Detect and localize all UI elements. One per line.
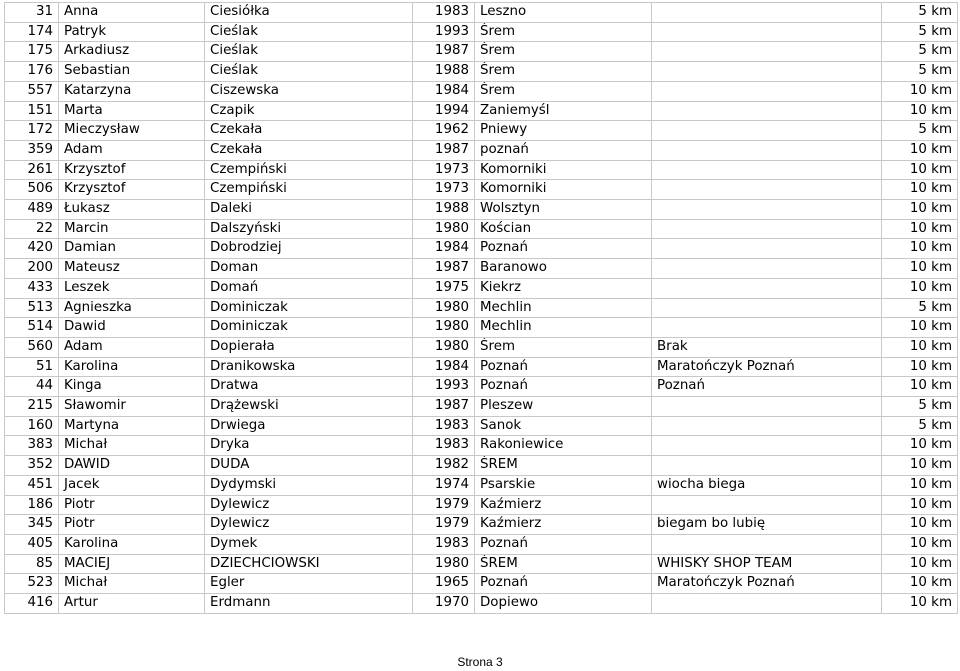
club-cell: Brak [652,337,882,357]
start-number-cell: 345 [5,515,59,535]
distance-cell: 10 km [882,515,958,535]
start-number-cell: 405 [5,534,59,554]
last-name-cell: Ciszewska [205,81,413,101]
first-name-cell: Leszek [59,278,205,298]
last-name-cell: Ciesiółka [205,3,413,23]
start-number-cell: 160 [5,416,59,436]
distance-cell: 10 km [882,534,958,554]
start-number-cell: 200 [5,259,59,279]
start-number-cell: 44 [5,377,59,397]
city-cell: poznań [475,140,652,160]
last-name-cell: Dylewicz [205,515,413,535]
city-cell: Kiekrz [475,278,652,298]
last-name-cell: Daleki [205,200,413,220]
start-number-cell: 172 [5,121,59,141]
birth-year-cell: 1979 [413,515,475,535]
distance-cell: 10 km [882,140,958,160]
city-cell: Poznań [475,574,652,594]
first-name-cell: Martyna [59,416,205,436]
distance-cell: 10 km [882,278,958,298]
start-number-cell: 175 [5,42,59,62]
last-name-cell: DUDA [205,456,413,476]
first-name-cell: Michał [59,574,205,594]
table-row [5,259,958,279]
city-cell: Śrem [475,337,652,357]
birth-year-cell: 1993 [413,377,475,397]
distance-cell: 10 km [882,456,958,476]
city-cell: Pniewy [475,121,652,141]
club-cell [652,81,882,101]
table-row [5,534,958,554]
start-number-cell: 85 [5,554,59,574]
start-number-cell: 261 [5,160,59,180]
first-name-cell: Adam [59,140,205,160]
table-row [5,357,958,377]
city-cell: Sanok [475,416,652,436]
distance-cell: 5 km [882,42,958,62]
last-name-cell: Dominiczak [205,318,413,338]
last-name-cell: Czapik [205,101,413,121]
last-name-cell: Czempiński [205,180,413,200]
distance-cell: 10 km [882,475,958,495]
birth-year-cell: 1980 [413,337,475,357]
start-number-cell: 489 [5,200,59,220]
distance-cell: 10 km [882,436,958,456]
table-row [5,101,958,121]
start-number-cell: 186 [5,495,59,515]
distance-cell: 10 km [882,219,958,239]
first-name-cell: Adam [59,337,205,357]
distance-cell: 5 km [882,121,958,141]
distance-cell: 10 km [882,495,958,515]
city-cell: Psarskie [475,475,652,495]
birth-year-cell: 1983 [413,3,475,23]
club-cell: Maratończyk Poznań [652,574,882,594]
last-name-cell: Dylewicz [205,495,413,515]
birth-year-cell: 1993 [413,22,475,42]
first-name-cell: DAWID [59,456,205,476]
last-name-cell: Drążewski [205,397,413,417]
table-row [5,495,958,515]
city-cell: Kaźmierz [475,515,652,535]
club-cell [652,278,882,298]
last-name-cell: Drwiega [205,416,413,436]
start-number-cell: 22 [5,219,59,239]
last-name-cell: Dryka [205,436,413,456]
city-cell: Śrem [475,62,652,82]
club-cell [652,456,882,476]
club-cell [652,219,882,239]
table-row [5,397,958,417]
table-row [5,180,958,200]
first-name-cell: Anna [59,3,205,23]
birth-year-cell: 1984 [413,81,475,101]
birth-year-cell: 1965 [413,574,475,594]
first-name-cell: Sebastian [59,62,205,82]
birth-year-cell: 1980 [413,554,475,574]
first-name-cell: MACIEJ [59,554,205,574]
birth-year-cell: 1979 [413,495,475,515]
distance-cell: 10 km [882,554,958,574]
club-cell [652,160,882,180]
start-number-cell: 513 [5,298,59,318]
first-name-cell: Łukasz [59,200,205,220]
table-row [5,3,958,23]
start-number-cell: 416 [5,594,59,614]
city-cell: Dopiewo [475,594,652,614]
first-name-cell: Karolina [59,534,205,554]
club-cell: Poznań [652,377,882,397]
start-number-cell: 557 [5,81,59,101]
distance-cell: 5 km [882,397,958,417]
distance-cell: 10 km [882,200,958,220]
last-name-cell: Cieślak [205,42,413,62]
distance-cell: 10 km [882,594,958,614]
first-name-cell: Artur [59,594,205,614]
last-name-cell: Domań [205,278,413,298]
club-cell [652,416,882,436]
start-number-cell: 433 [5,278,59,298]
birth-year-cell: 1980 [413,318,475,338]
table-row [5,160,958,180]
distance-cell: 10 km [882,160,958,180]
start-number-cell: 451 [5,475,59,495]
last-name-cell: Dratwa [205,377,413,397]
club-cell: wiocha biega [652,475,882,495]
start-number-cell: 215 [5,397,59,417]
last-name-cell: Dalszyński [205,219,413,239]
birth-year-cell: 1980 [413,219,475,239]
last-name-cell: DZIECHCIOWSKI [205,554,413,574]
table-row [5,377,958,397]
distance-cell: 10 km [882,377,958,397]
distance-cell: 10 km [882,259,958,279]
birth-year-cell: 1984 [413,239,475,259]
distance-cell: 5 km [882,298,958,318]
table-row [5,298,958,318]
city-cell: Śrem [475,42,652,62]
city-cell: Śrem [475,81,652,101]
club-cell [652,318,882,338]
last-name-cell: Dymek [205,534,413,554]
city-cell: Poznań [475,239,652,259]
birth-year-cell: 1982 [413,456,475,476]
distance-cell: 5 km [882,416,958,436]
first-name-cell: Arkadiusz [59,42,205,62]
club-cell [652,594,882,614]
start-number-cell: 31 [5,3,59,23]
birth-year-cell: 1983 [413,416,475,436]
first-name-cell: Jacek [59,475,205,495]
city-cell: Mechlin [475,318,652,338]
start-number-cell: 359 [5,140,59,160]
club-cell [652,495,882,515]
birth-year-cell: 1983 [413,534,475,554]
table-row [5,594,958,614]
club-cell [652,101,882,121]
first-name-cell: Krzysztof [59,180,205,200]
city-cell: Pleszew [475,397,652,417]
start-number-cell: 523 [5,574,59,594]
birth-year-cell: 1970 [413,594,475,614]
distance-cell: 10 km [882,81,958,101]
first-name-cell: Mateusz [59,259,205,279]
table-row [5,436,958,456]
table-row [5,475,958,495]
city-cell: Śrem [475,22,652,42]
last-name-cell: Dranikowska [205,357,413,377]
table-row [5,219,958,239]
start-number-cell: 176 [5,62,59,82]
distance-cell: 5 km [882,62,958,82]
table-row [5,515,958,535]
birth-year-cell: 1984 [413,357,475,377]
start-number-cell: 352 [5,456,59,476]
distance-cell: 10 km [882,239,958,259]
city-cell: Rakoniewice [475,436,652,456]
start-number-cell: 151 [5,101,59,121]
table-row [5,42,958,62]
club-cell [652,140,882,160]
birth-year-cell: 1973 [413,160,475,180]
club-cell [652,259,882,279]
first-name-cell: Marcin [59,219,205,239]
table-row [5,554,958,574]
city-cell: Poznań [475,534,652,554]
table-row [5,337,958,357]
first-name-cell: Damian [59,239,205,259]
start-number-cell: 51 [5,357,59,377]
last-name-cell: Czempiński [205,160,413,180]
last-name-cell: Dominiczak [205,298,413,318]
first-name-cell: Krzysztof [59,160,205,180]
city-cell: ŚREM [475,554,652,574]
last-name-cell: Dobrodziej [205,239,413,259]
birth-year-cell: 1994 [413,101,475,121]
last-name-cell: Czekała [205,140,413,160]
last-name-cell: Czekała [205,121,413,141]
city-cell: ŚREM [475,456,652,476]
city-cell: Mechlin [475,298,652,318]
start-number-cell: 420 [5,239,59,259]
birth-year-cell: 1987 [413,140,475,160]
distance-cell: 10 km [882,101,958,121]
table-body [5,3,958,614]
table-row [5,456,958,476]
club-cell [652,239,882,259]
distance-cell: 10 km [882,574,958,594]
table-row [5,81,958,101]
city-cell: Baranowo [475,259,652,279]
club-cell [652,42,882,62]
distance-cell: 10 km [882,357,958,377]
last-name-cell: Dopierała [205,337,413,357]
page-footer: Strona 3 [457,655,503,669]
birth-year-cell: 1973 [413,180,475,200]
participants-table [4,2,958,614]
distance-cell: 10 km [882,180,958,200]
last-name-cell: Cieślak [205,62,413,82]
first-name-cell: Katarzyna [59,81,205,101]
club-cell [652,22,882,42]
club-cell [652,121,882,141]
start-number-cell: 514 [5,318,59,338]
first-name-cell: Marta [59,101,205,121]
first-name-cell: Piotr [59,495,205,515]
first-name-cell: Patryk [59,22,205,42]
club-cell [652,534,882,554]
club-cell: biegam bo lubię [652,515,882,535]
city-cell: Wolsztyn [475,200,652,220]
birth-year-cell: 1975 [413,278,475,298]
table-row [5,239,958,259]
table-row [5,318,958,338]
city-cell: Kaźmierz [475,495,652,515]
start-number-cell: 506 [5,180,59,200]
city-cell: Komorniki [475,160,652,180]
distance-cell: 5 km [882,22,958,42]
distance-cell: 10 km [882,337,958,357]
table-row [5,200,958,220]
birth-year-cell: 1987 [413,42,475,62]
last-name-cell: Erdmann [205,594,413,614]
club-cell [652,436,882,456]
club-cell [652,298,882,318]
birth-year-cell: 1987 [413,397,475,417]
club-cell: WHISKY SHOP TEAM [652,554,882,574]
birth-year-cell: 1983 [413,436,475,456]
club-cell [652,180,882,200]
last-name-cell: Cieślak [205,22,413,42]
start-number-cell: 383 [5,436,59,456]
first-name-cell: Dawid [59,318,205,338]
club-cell [652,62,882,82]
birth-year-cell: 1980 [413,298,475,318]
start-number-cell: 174 [5,22,59,42]
table-row [5,62,958,82]
club-cell [652,3,882,23]
table-row [5,416,958,436]
city-cell: Poznań [475,357,652,377]
start-number-cell: 560 [5,337,59,357]
last-name-cell: Dydymski [205,475,413,495]
last-name-cell: Doman [205,259,413,279]
first-name-cell: Mieczysław [59,121,205,141]
table-row [5,121,958,141]
city-cell: Poznań [475,377,652,397]
city-cell: Leszno [475,3,652,23]
city-cell: Zaniemyśl [475,101,652,121]
club-cell: Maratończyk Poznań [652,357,882,377]
first-name-cell: Karolina [59,357,205,377]
distance-cell: 5 km [882,3,958,23]
table-row [5,140,958,160]
table-row [5,278,958,298]
club-cell [652,397,882,417]
last-name-cell: Egler [205,574,413,594]
birth-year-cell: 1974 [413,475,475,495]
table-row [5,22,958,42]
first-name-cell: Agnieszka [59,298,205,318]
club-cell [652,200,882,220]
first-name-cell: Michał [59,436,205,456]
first-name-cell: Kinga [59,377,205,397]
birth-year-cell: 1987 [413,259,475,279]
birth-year-cell: 1988 [413,200,475,220]
first-name-cell: Sławomir [59,397,205,417]
birth-year-cell: 1962 [413,121,475,141]
table-row [5,574,958,594]
city-cell: Kościan [475,219,652,239]
birth-year-cell: 1988 [413,62,475,82]
city-cell: Komorniki [475,180,652,200]
first-name-cell: Piotr [59,515,205,535]
distance-cell: 10 km [882,318,958,338]
